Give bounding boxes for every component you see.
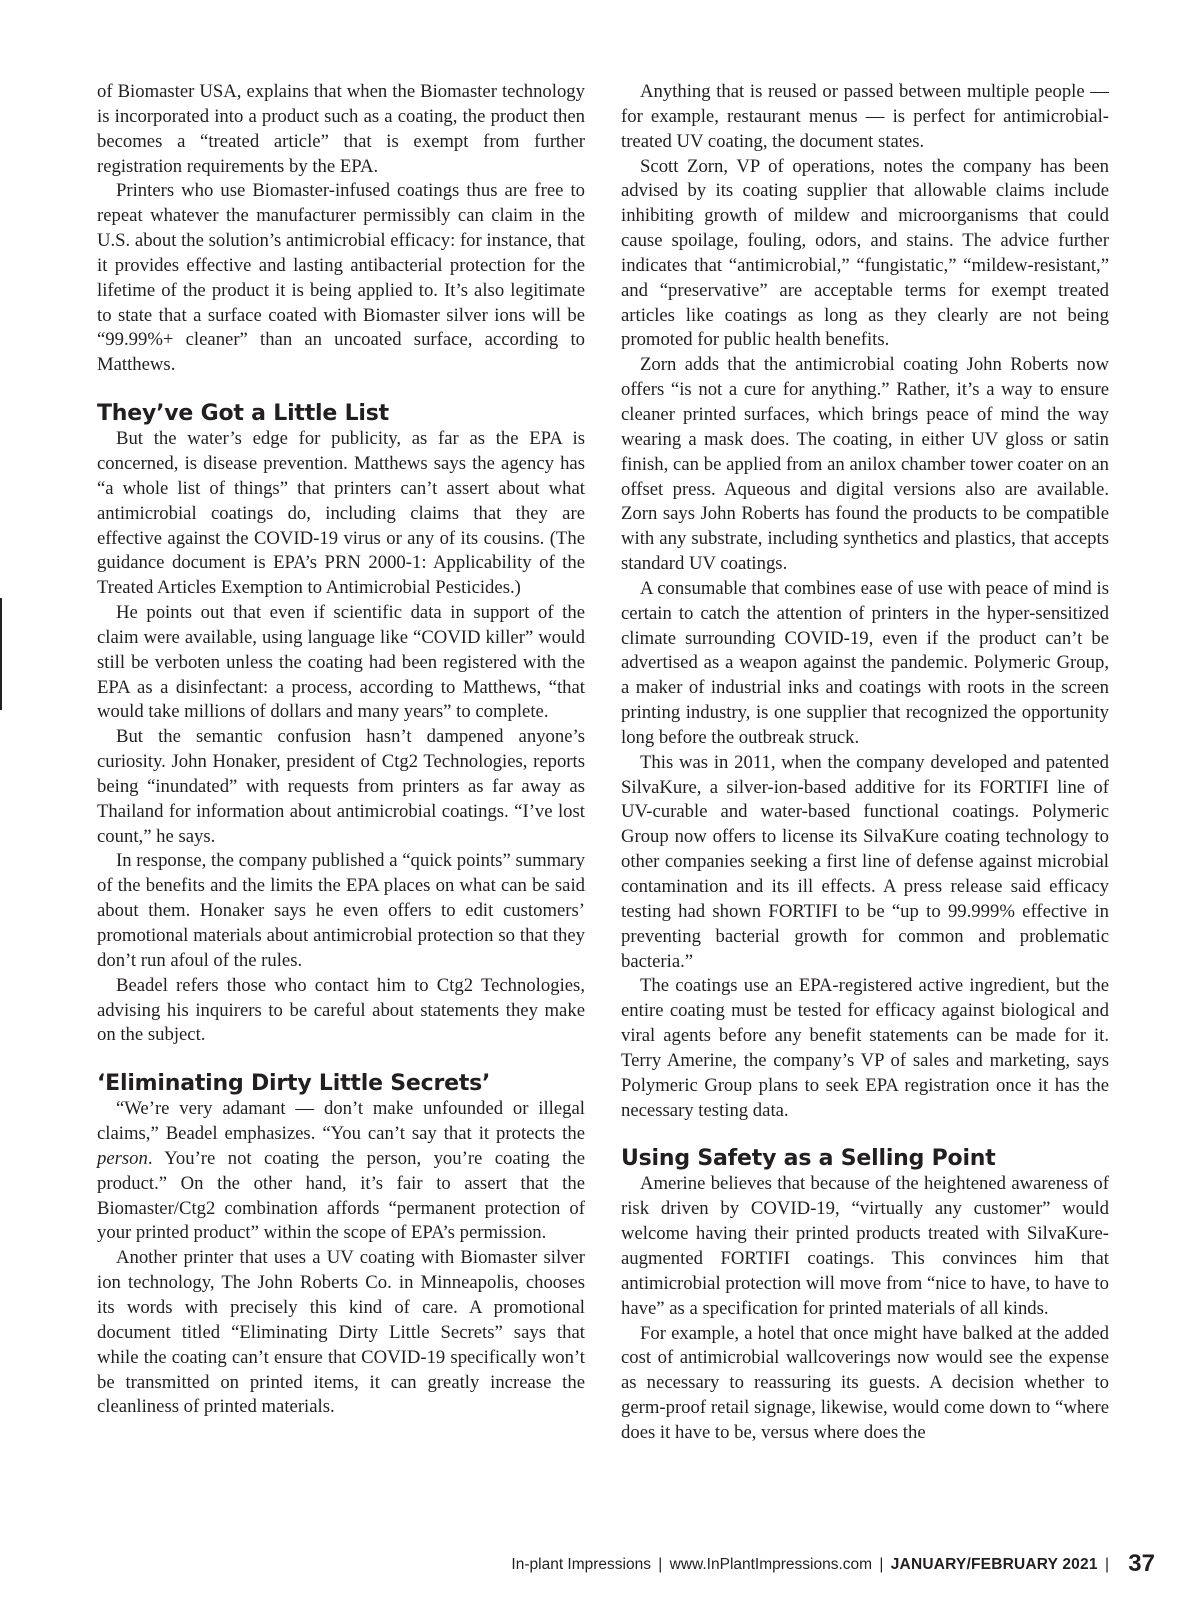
page-footer	[0, 1550, 1155, 1578]
paragraph: Anything that is reused or passed between multiple people — for example, restaurant menus — is perfect for antimicrobial-treated UV coating, the document states.	[621, 81, 1109, 152]
right-column	[621, 80, 1109, 1446]
section-heading: They’ve Got a Little List	[97, 401, 389, 427]
section-heading: ‘Eliminating Dirty Little Secrets’	[97, 1071, 491, 1097]
paragraph: Printers who use Biomaster-infused coatings thus are free to repeat whatever the manufacturer permissibly can claim in the U.S. about the solution’s antimicrobial efficacy: for instance, that it provides effective and lasting antibacterial protection for the lifetime of the product it is being applied to. It’s also legitimate to state that a surface coated with Biomaster silver ions will be “99.99%+ cleaner” than an uncoated surface, according to Matthews.	[97, 180, 586, 376]
paragraph	[97, 1097, 585, 1246]
paragraph: Amerine believes that because of the heightened awareness of risk driven by COVID-19, “virtually any customer” would welcome having their printed products treated with SilvaKure-augmented FORTIFI coatings. This convinces him that antimicrobial protection will move from “nice to have, to have to have” as a specification for printed materials of all kinds.	[621, 1173, 1109, 1319]
paragraph: Another printer that uses a UV coating with Biomaster silver ion technology, The John Roberts Co. in Minneapolis, chooses its words with precisely this kind of care. A promotional document titled “Eliminating Dirty Little Secrets” says that while the coating can’t ensure that COVID-19 specifically won’t be transmitted on printed items, it can greatly increase the cleanliness of printed materials.	[97, 1247, 585, 1418]
paragraph: He points out that even if scientific data in support of the claim were available, using language like “COVID killer” would still be verboten unless the coating had been registered with the EPA as a disinfectant: a process, according to Matthews, “that would take millions of dollars and many years” to complete.	[97, 602, 585, 723]
website-link[interactable]: www.InPlantImpressions.com	[669, 1556, 873, 1573]
paragraph: Beadel refers those who contact him to Ctg2 Technologies, advising his inquirers to be careful about statements they make on the subject.	[97, 974, 585, 1046]
paragraph: But the semantic confusion hasn’t dampened anyone’s curiosity. John Honaker, president of Ctg2 Technologies, reports being “inundated” with requests from printers as far away as Thailand for information about antimicrobial coatings. “I’ve lost count,” he says.	[97, 726, 585, 847]
separator: |	[1104, 1556, 1109, 1573]
paragraph: This was in 2011, when the company developed and patented SilvaKure, a silver-ion-based additive for its FORTIFI line of UV-curable and water-based functional coatings. Polymeric Group now offers to license its SilvaKure coating technology to other companies seeking a first line of defense against microbial contamination and its ill effects. A press release said efficacy testing had shown FORTIFI to be “up to 99.999% effective in preventing bacterial growth for common and problematic bacteria.”	[621, 751, 1109, 972]
paragraph: A consumable that combines ease of use with peace of mind is certain to catch the attention of printers in the hyper-sensitized climate surrounding COVID-19, even if the product can’t be advertised as a weapon against the pandemic. Polymeric Group, a maker of industrial inks and coatings with roots in the screen printing industry, is one supplier that recognized the opportunity long before the outbreak struck.	[621, 577, 1109, 748]
paragraph: Zorn adds that the antimicrobial coating John Roberts now offers “is not a cure for anything.” Rather, it’s a way to ensure cleaner printed surfaces, which brings peace of mind the way wearing a mask does. The coating, in either UV gloss or satin finish, can be applied from an anilox chamber tower coater on an offset press. Aqueous and digital versions also are available. Zorn says John Roberts has found the products to be compatible with any substrate, including synthetics and plastics, that accepts standard UV coatings.	[621, 354, 1109, 575]
publication-name: In-plant Impressions	[511, 1556, 651, 1573]
paragraph: In response, the company published a “quick points” summary of the benefits and the limits the EPA places on what can be said about them. Honaker says he even offers to edit customers’ promotional materials about antimicrobial protection so that they don’t run afoul of the rules.	[97, 850, 585, 971]
margin-bar	[0, 598, 2, 710]
emphasis: person	[97, 1147, 148, 1169]
separator: |	[879, 1556, 884, 1573]
paragraph: The coatings use an EPA-registered active ingredient, but the entire coating must be tested for efficacy against biological and viral agents before any benefit statements can be made for it. Terry Amerine, the company’s VP of sales and marketing, says Polymeric Group plans to seek EPA registration once it has the necessary testing data.	[621, 975, 1109, 1121]
left-column	[97, 80, 585, 1420]
paragraph: For example, a hotel that once might have balked at the added cost of antimicrobial wallcoverings now would see the expense as necessary to reassuring its guests. A decision whether to germ-proof retail signage, likewise, would come down to “where does it have to be, versus where does the	[621, 1322, 1109, 1443]
separator: |	[658, 1556, 663, 1573]
page-number: 37	[1128, 1550, 1155, 1577]
text-run: . You’re not coating the person, you’re coating the product.” On the other hand, it’s fair to assert that the Biomaster/Ctg2 combination affords “permanent protection of your printed product” within the scope of EPA’s permission.	[97, 1147, 585, 1244]
paragraph: Scott Zorn, VP of operations, notes the company has been advised by its coating supplier that allowable claims include inhibiting growth of mildew and microorganisms that could cause spoilage, fouling, odors, and stains. The advice further indicates that “antimicrobial,” “fungistatic,” “mildew-resistant,” and “preservative” are acceptable terms for exempt treated articles like coatings as long as they clearly are not being promoted for public health benefits.	[621, 155, 1109, 351]
issue-date: JANUARY/FEBRUARY 2021	[890, 1556, 1098, 1573]
text-run: “We’re very adamant — don’t make unfounded or illegal claims,” Beadel emphasizes. “You can’t say that it protects the	[97, 1098, 585, 1145]
paragraph: But the water’s edge for publicity, as far as the EPA is concerned, is disease prevention. Matthews says the agency has “a whole list of things” that printers can’t assert about what antimicrobial coatings do, including claims that they are effective against the COVID-19 virus or any of its cousins. (The guidance document is EPA’s PRN 2000-1: Applicability of the Treated Articles Exemption to Antimicrobial Pesticides.)	[97, 428, 585, 599]
section-heading: Using Safety as a Selling Point	[621, 1146, 996, 1172]
paragraph: of Biomaster USA, explains that when the Biomaster technology is incorporated into a product such as a coating, the product then becomes a “treated article” that is exempt from further registration requirements by the EPA.	[97, 81, 585, 177]
